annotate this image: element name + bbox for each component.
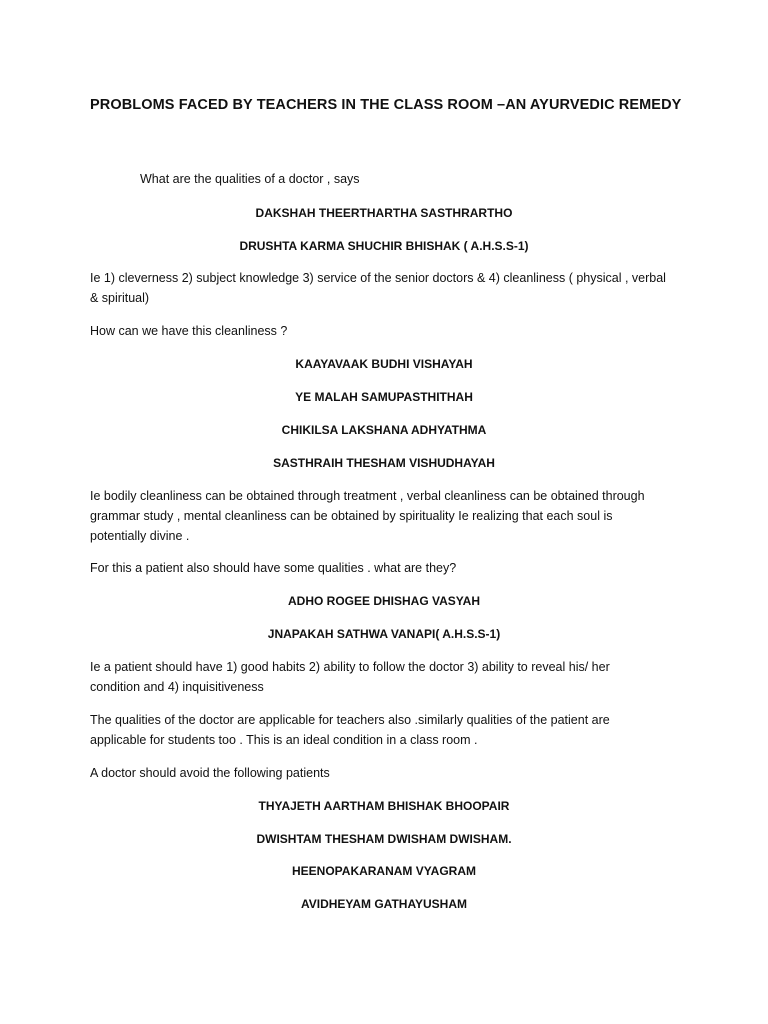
paragraph-line: applicable for students too . This is an ideal condition in a class room . <box>90 733 478 747</box>
verse-line: AVIDHEYAM GATHAYUSHAM <box>300 897 468 911</box>
paragraph-line: How can we have this cleanliness ? <box>90 324 288 338</box>
verse-line: YE MALAH SAMUPASTHITHAH <box>295 390 473 404</box>
paragraph-line: For this a patient also should have some qualities . what are they? <box>90 561 457 575</box>
paragraph-line: The qualities of the doctor are applicable for teachers also .similarly qualities of the patient are <box>90 713 610 727</box>
document-title: PROBLOMS FACED BY TEACHERS IN THE CLASS ROOM –AN AYURVEDIC REMEDY <box>90 97 682 113</box>
paragraph-line: potentially divine . <box>90 529 190 543</box>
paragraph-line: Ie 1) cleverness 2) subject knowledge 3) service of the senior doctors & 4) cleanliness ( physical , verbal <box>90 271 666 285</box>
verse-line: KAAYAVAAK BUDHI VISHAYAH <box>295 357 473 371</box>
paragraph-line: grammar study , mental cleanliness can be obtained by spirituality Ie realizing that each soul is <box>90 509 613 523</box>
paragraph-line: What are the qualities of a doctor , says <box>140 172 360 186</box>
verse-line: CHIKILSA LAKSHANA ADHYATHMA <box>281 423 487 437</box>
verse-line: SASTHRAIH THESHAM VISHUDHAYAH <box>273 456 495 470</box>
verse-line: ADHO ROGEE DHISHAG VASYAH <box>287 594 481 608</box>
verse-line: DRUSHTA KARMA SHUCHIR BHISHAK ( A.H.S.S-1) <box>239 239 529 253</box>
paragraph-line: condition and 4) inquisitiveness <box>90 680 264 694</box>
verse-line: JNAPAKAH SATHWA VANAPI( A.H.S.S-1) <box>267 627 501 641</box>
paragraph-line: & spiritual) <box>90 291 150 305</box>
paragraph-line: Ie a patient should have 1) good habits 2) ability to follow the doctor 3) ability to reveal his/ her <box>90 660 610 674</box>
verse-line: DAKSHAH THEERTHARTHA SASTHRARTHO <box>255 206 513 220</box>
verse-line: THYAJETH AARTHAM BHISHAK BHOOPAIR <box>258 799 510 813</box>
paragraph-line: A doctor should avoid the following patients <box>90 766 330 780</box>
paragraph-line: Ie bodily cleanliness can be obtained through treatment , verbal cleanliness can be obtained through <box>90 489 645 503</box>
verse-line: HEENOPAKARANAM VYAGRAM <box>291 864 476 878</box>
verse-line: DWISHTAM THESHAM DWISHAM DWISHAM. <box>256 832 512 846</box>
